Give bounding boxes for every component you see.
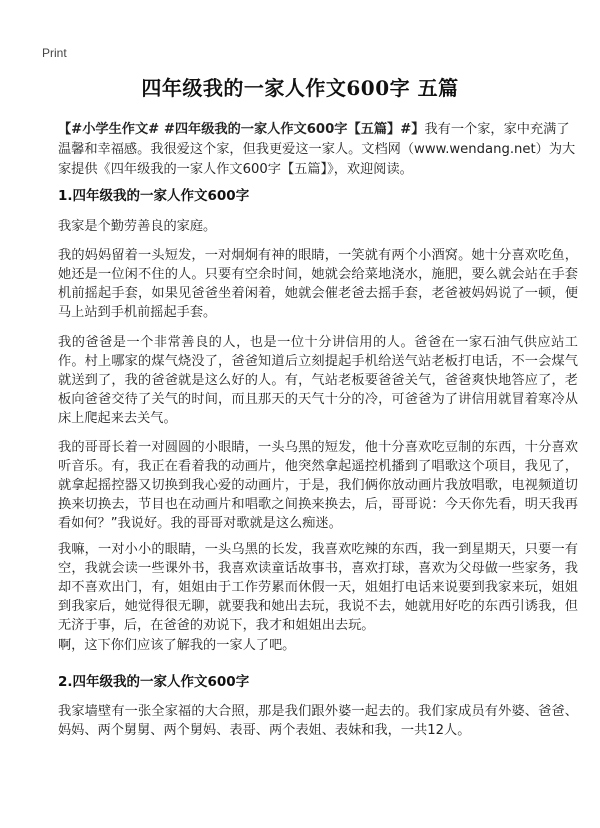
intro-tags: 【#小学生作文# #四年级我的一家人作文600字【五篇】#】: [58, 122, 425, 137]
print-link[interactable]: Print: [42, 46, 67, 60]
section-heading-2: 2.四年级我的一家人作文600字: [58, 674, 250, 690]
paragraph: 啊，这下你们应该了解我的一家人了吧。: [58, 638, 296, 653]
intro-text: 我有一个家，家中充满了温馨和幸福感。我很爱这个家，但我更爱这一家人。文档网（www.wendang.net）为大家提供《四年级我的一家人作文600字【五篇】》，欢迎阅读。: [58, 122, 576, 177]
paragraph: 我嘛，一对小小的眼睛，一头乌黑的长发，我喜欢吃辣的东西，我一到星期天，只要一有空，我就会读一些课外书，我喜欢读童话故事书，喜欢打球，喜欢为父母做一些家务，我却不喜欢出门，有，姐姐由于工作劳累而休假一天，姐姐打电话来说要到我家来玩，姐姐到我家后，她觉得很无聊，就要我和她出去玩，我说不去，她就用好吃的东西引诱我，但无济于事，后，在爸爸的劝说下，我才和姐姐出去玩。: [58, 542, 578, 633]
paragraph: 我的妈妈留着一头短发，一对炯炯有神的眼睛，一笑就有两个小酒窝。她十分喜欢吃鱼，她还是一位闲不住的人。只要有空余时间，她就会给菜地浇水，施肥，要么就会站在手套机前摇起手套，如果见爸爸坐着闲着，她就会催老爸去摇手套，老爸被妈妈说了一顿，便马上站到手机前摇起手套。: [58, 248, 578, 320]
page-title: 四年级我的一家人作文600字 五篇: [141, 76, 459, 100]
paragraph: 我家是个勤劳善良的家庭。: [58, 219, 217, 234]
section-heading-1: 1.四年级我的一家人作文600字: [58, 188, 250, 204]
paragraph: 我的爸爸是一个非常善良的人，也是一位十分讲信用的人。爸爸在一家石油气供应站工作。村上哪家的煤气烧没了，爸爸知道后立刻提起手机给送气站老板打电话，不一会煤气就送到了，我的爸爸就是这么好的人。有，气站老板要爸爸关气，爸爸爽快地答应了，老板向爸爸交待了关气的时间，而且那天的天气十分的冷，可爸爸为了讲信用就冒着寒冷从床上爬起来去关气。: [58, 335, 578, 426]
paragraph: 我家墙壁有一张全家福的大合照，那是我们跟外婆一起去的。我们家成员有外婆、爸爸、妈妈、两个舅舅、两个舅妈、表哥、两个表姐、表妹和我，一共12人。: [58, 704, 578, 738]
paragraph: 我的哥哥长着一对圆圆的小眼睛，一头乌黑的短发，他十分喜欢吃豆制的东西，十分喜欢听音乐。有，我正在看着我的动画片，他突然拿起遥控机播到了唱歌这个项目，我见了，就拿起摇控器又切换到我心爱的动画片，于是，我们俩你放动画片我放唱歌，电视频道切换来切换去，节目也在动画片和唱歌之间换来换去，后，哥哥说：今天你先看，明天我再看如何？”我说好。我的哥哥对歌就是这么痴迷。: [58, 440, 578, 531]
intro-paragraph: [58, 120, 578, 180]
